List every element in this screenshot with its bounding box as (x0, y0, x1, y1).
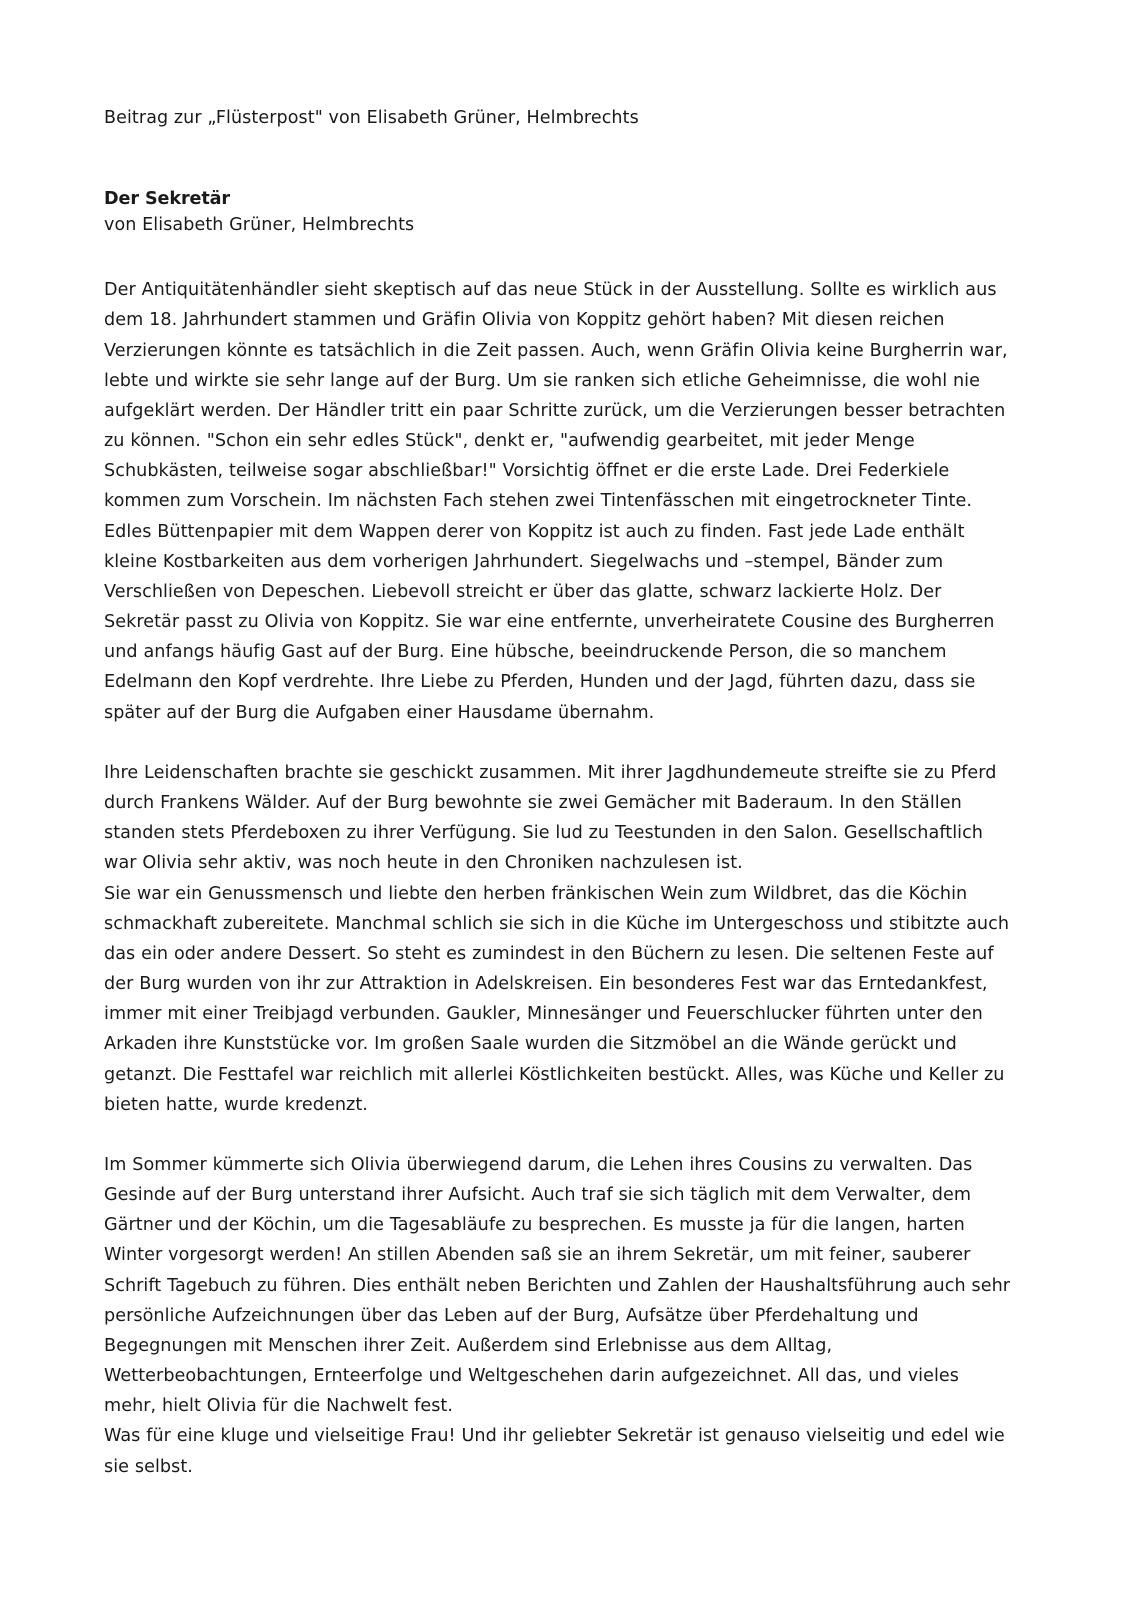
paragraph-1: Der Antiquitätenhändler sieht skeptisch auf das neue Stück in der Ausstellung. Sollte es wirklich aus dem 18. Jahrhundert stammen und Gräfin Olivia von Koppitz gehört haben? Mit diesen reichen Verzierungen könnte es tatsächlich in die Zeit passen. Auch, wenn Gräfin Olivia keine Burgherrin war, lebte und wirkte sie sehr lange auf der Burg. Um sie ranken sich etliche Geheimnisse, die wohl nie aufgeklärt werden. Der Händler tritt ein paar Schritte zurück, um die Verzierungen besser betrachten zu können. "Schon ein sehr edles Stück", denkt er, "aufwendig gearbeitet, mit jeder Menge Schubkästen, teilweise sogar abschließbar!" Vorsichtig öffnet er die erste Lade. Drei Federkiele kommen zum Vorschein. Im nächsten Fach stehen zwei Tintenfässchen mit eingetrockneter Tinte. Edles Büttenpapier mit dem Wappen derer von Koppitz ist auch zu finden. Fast jede Lade enthält kleine Kostbarkeiten aus dem vorherigen Jahrhundert. Siegelwachs und –stempel, Bänder zum Verschließen von Depeschen. Liebevoll streicht er über das glatte, schwarz lackierte Holz. Der Sekretär passt zu Olivia von Koppitz. Sie war eine entfernte, unverheiratete Cousine des Burgherren und anfangs häufig Gast auf der Burg. Eine hübsche, beeindruckende Person, die so manchem Edelmann den Kopf verdrehte. Ihre Liebe zu Pferden, Hunden und der Jagd, führten dazu, dass sie später auf der Burg die Aufgaben einer Hausdame übernahm. (104, 280, 1008, 723)
paragraph-3-part-2: Was für eine kluge und vielseitige Frau! Und ihr geliebter Sekretär ist genauso vielseitig und edel wie sie selbst. (104, 1426, 1005, 1477)
paragraph-2 (104, 758, 1012, 879)
body-text (104, 275, 1012, 1482)
paragraph-3-part-1: Im Sommer kümmerte sich Olivia überwiegend darum, die Lehen ihres Cousins zu verwalten. Das Gesinde auf der Burg unterstand ihrer Aufsicht. Auch traf sie sich täglich mit dem Verwalter, dem Gärtner und der Köchin, um die Tagesabläufe zu besprechen. Es musste ja für die langen, harten Winter vorgesorgt werden! An stillen Abenden saß sie an ihrem Sekretär, um mit feiner, sauberer Schrift Tagebuch zu führen. Dies enthält neben Berichten und Zahlen der Haushaltsführung auch sehr persönliche Aufzeichnungen über das Leben auf der Burg, Aufsätze über Pferdehaltung und Begegnungen mit Menschen ihrer Zeit. Außerdem sind Erlebnisse aus dem Alltag, Wetterbeobachtungen, Ernteerfolge und Weltgeschehen darin aufgezeichnet. All das, und vieles mehr, hielt Olivia für die Nachwelt fest. (104, 1154, 1011, 1417)
paragraph-2-part-1: Ihre Leidenschaften brachte sie geschickt zusammen. Mit ihrer Jagdhundemeute streifte sie zu Pferd durch Frankens Wälder. Auf der Burg bewohnte sie zwei Gemächer mit Baderaum. In den Ställen standen stets Pferdeboxen zu ihrer Verfügung. Sie lud zu Teestunden in den Salon. Gesellschaftlich war Olivia sehr aktiv, was noch heute in den Chroniken nachzulesen ist. (104, 762, 997, 874)
contribution-header: Beitrag zur „Flüsterpost" von Elisabeth Grüner, Helmbrechts (104, 108, 639, 128)
paragraph-2-part-2: Sie war ein Genussmensch und liebte den herben fränkischen Wein zum Wildbret, das die Köchin schmackhaft zubereitete. Manchmal schlich sie sich in die Küche im Untergeschoss und stibitzte auch das ein oder andere Dessert. So steht es zumindest in den Büchern zu lesen. Die seltenen Feste auf der Burg wurden von ihr zur Attraktion in Adelskreisen. Ein besonderes Fest war das Erntedankfest, immer mit einer Treibjagd verbunden. Gaukler, Minnesänger und Feuerschlucker führten unter den Arkaden ihre Kunststücke vor. Im großen Saale wurden die Sitzmöbel an die Wände gerückt und getanzt. Die Festtafel war reichlich mit allerlei Köstlichkeiten bestückt. Alles, was Küche und Keller zu bieten hatte, wurde kredenzt. (104, 883, 1010, 1115)
paragraph-3 (104, 1150, 1012, 1422)
page-title: Der Sekretär (104, 189, 231, 210)
author-byline: von Elisabeth Grüner, Helmbrechts (104, 215, 415, 236)
